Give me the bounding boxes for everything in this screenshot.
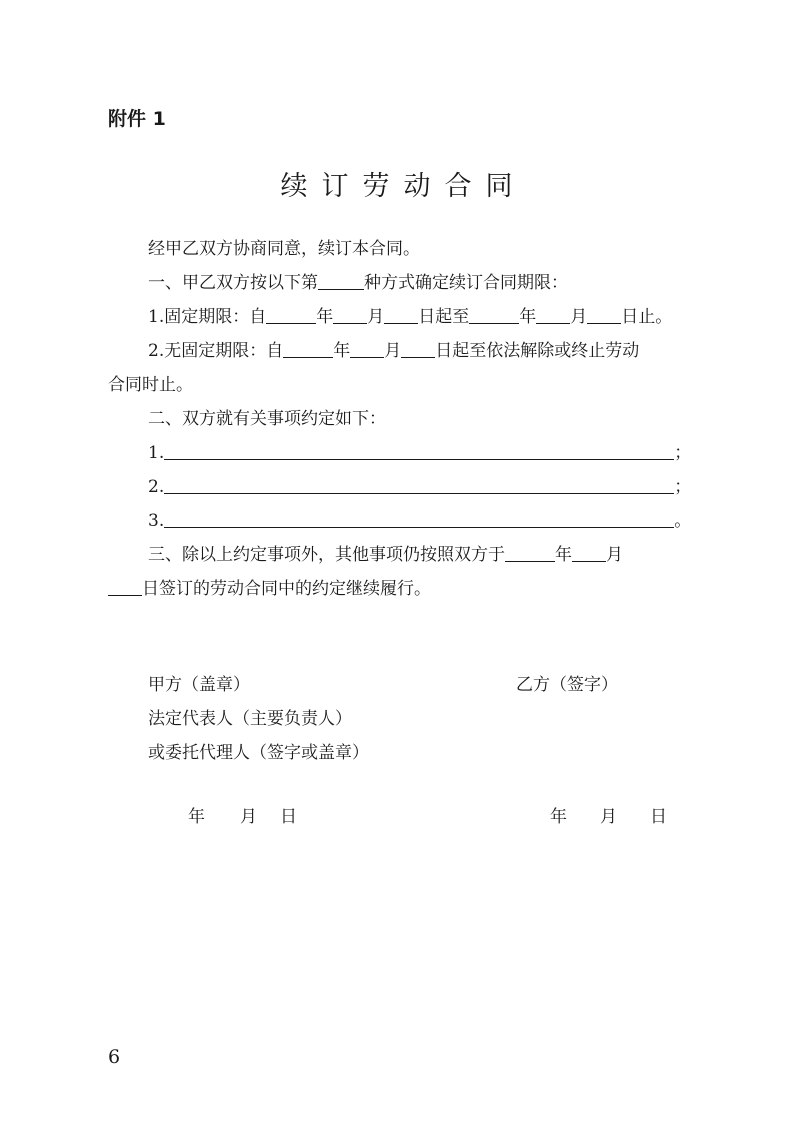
fixed-end-day-blank[interactable] [587,307,621,324]
authorized-agent-label: 或委托代理人（签字或盖章） [148,743,369,763]
clause-one-post: 种方式确定续订合同期限： [364,273,568,293]
agreed-item [148,476,691,498]
item-end-punct: ； [674,477,692,497]
item-number: 1. [148,443,165,463]
fixed-year2-label: 年 [519,307,537,327]
fixed-start-month-blank[interactable] [333,307,367,324]
fixed-month2-label: 月 [570,307,588,327]
fixed-day-from-label: 日起至 [418,307,470,327]
fixed-end-year-blank[interactable] [469,307,519,324]
option-fixed-prefix: 1.固定期限：自 [148,307,267,327]
item-number: 3. [148,511,165,531]
agreed-item [148,442,691,464]
item-end-punct: ； [674,443,692,463]
clause-two: 二、双方就有关事项约定如下： [148,409,386,429]
clause-three-year-label: 年 [555,545,572,565]
fixed-year-label: 年 [316,307,334,327]
open-month-label: 月 [384,341,402,361]
item-fill-line[interactable] [164,443,674,460]
option-open-term [148,340,639,362]
party-b-label: 乙方（签字） [516,675,618,695]
clause-three [148,544,623,566]
prior-contract-month-blank[interactable] [572,545,606,562]
party-b-date-year: 年 [550,807,567,827]
fixed-day-to-label: 日止。 [621,307,673,327]
item-fill-line[interactable] [164,477,674,494]
clause-one-pre: 一、甲乙双方按以下第 [148,273,318,293]
open-start-year-blank[interactable] [283,341,333,358]
open-year-label: 年 [333,341,351,361]
party-a-label: 甲方（盖章） [148,675,250,695]
fixed-end-month-blank[interactable] [536,307,570,324]
item-end-punct: 。 [674,511,692,531]
party-b-date-day: 日 [650,807,667,827]
item-fill-line[interactable] [164,511,674,528]
option-open-line2: 合同时止。 [108,375,193,395]
method-blank[interactable] [318,273,364,290]
clause-three-pre: 三、除以上约定事项外，其他事项仍按照双方于 [148,545,505,565]
open-start-day-blank[interactable] [401,341,435,358]
clause-one [148,272,568,294]
legal-representative-label: 法定代表人（主要负责人） [148,709,352,729]
fixed-start-year-blank[interactable] [266,307,316,324]
option-open-prefix: 2.无固定期限：自 [148,341,284,361]
party-a-date-year: 年 [188,807,205,827]
option-fixed-term [148,306,672,328]
page-number: 6 [108,1046,121,1068]
open-start-month-blank[interactable] [350,341,384,358]
party-a-date-month: 月 [240,807,257,827]
document-title: 续订劳动合同 [280,171,527,202]
party-a-date-day: 日 [280,807,297,827]
clause-three-line2-text: 日签订的劳动合同中的约定继续履行。 [142,579,431,599]
prior-contract-year-blank[interactable] [505,545,555,562]
item-number: 2. [148,477,165,497]
clause-three-month-label: 月 [606,545,623,565]
agreed-item [148,510,691,532]
fixed-start-day-blank[interactable] [384,307,418,324]
open-rest-text: 日起至依法解除或终止劳动 [435,341,640,361]
party-b-date-month: 月 [600,807,617,827]
prior-contract-day-blank[interactable] [108,579,142,596]
clause-three-line2 [108,578,431,600]
intro-paragraph: 经甲乙双方协商同意，续订本合同。 [148,239,420,259]
annex-label: 附件 1 [108,108,166,130]
fixed-month-label: 月 [367,307,385,327]
